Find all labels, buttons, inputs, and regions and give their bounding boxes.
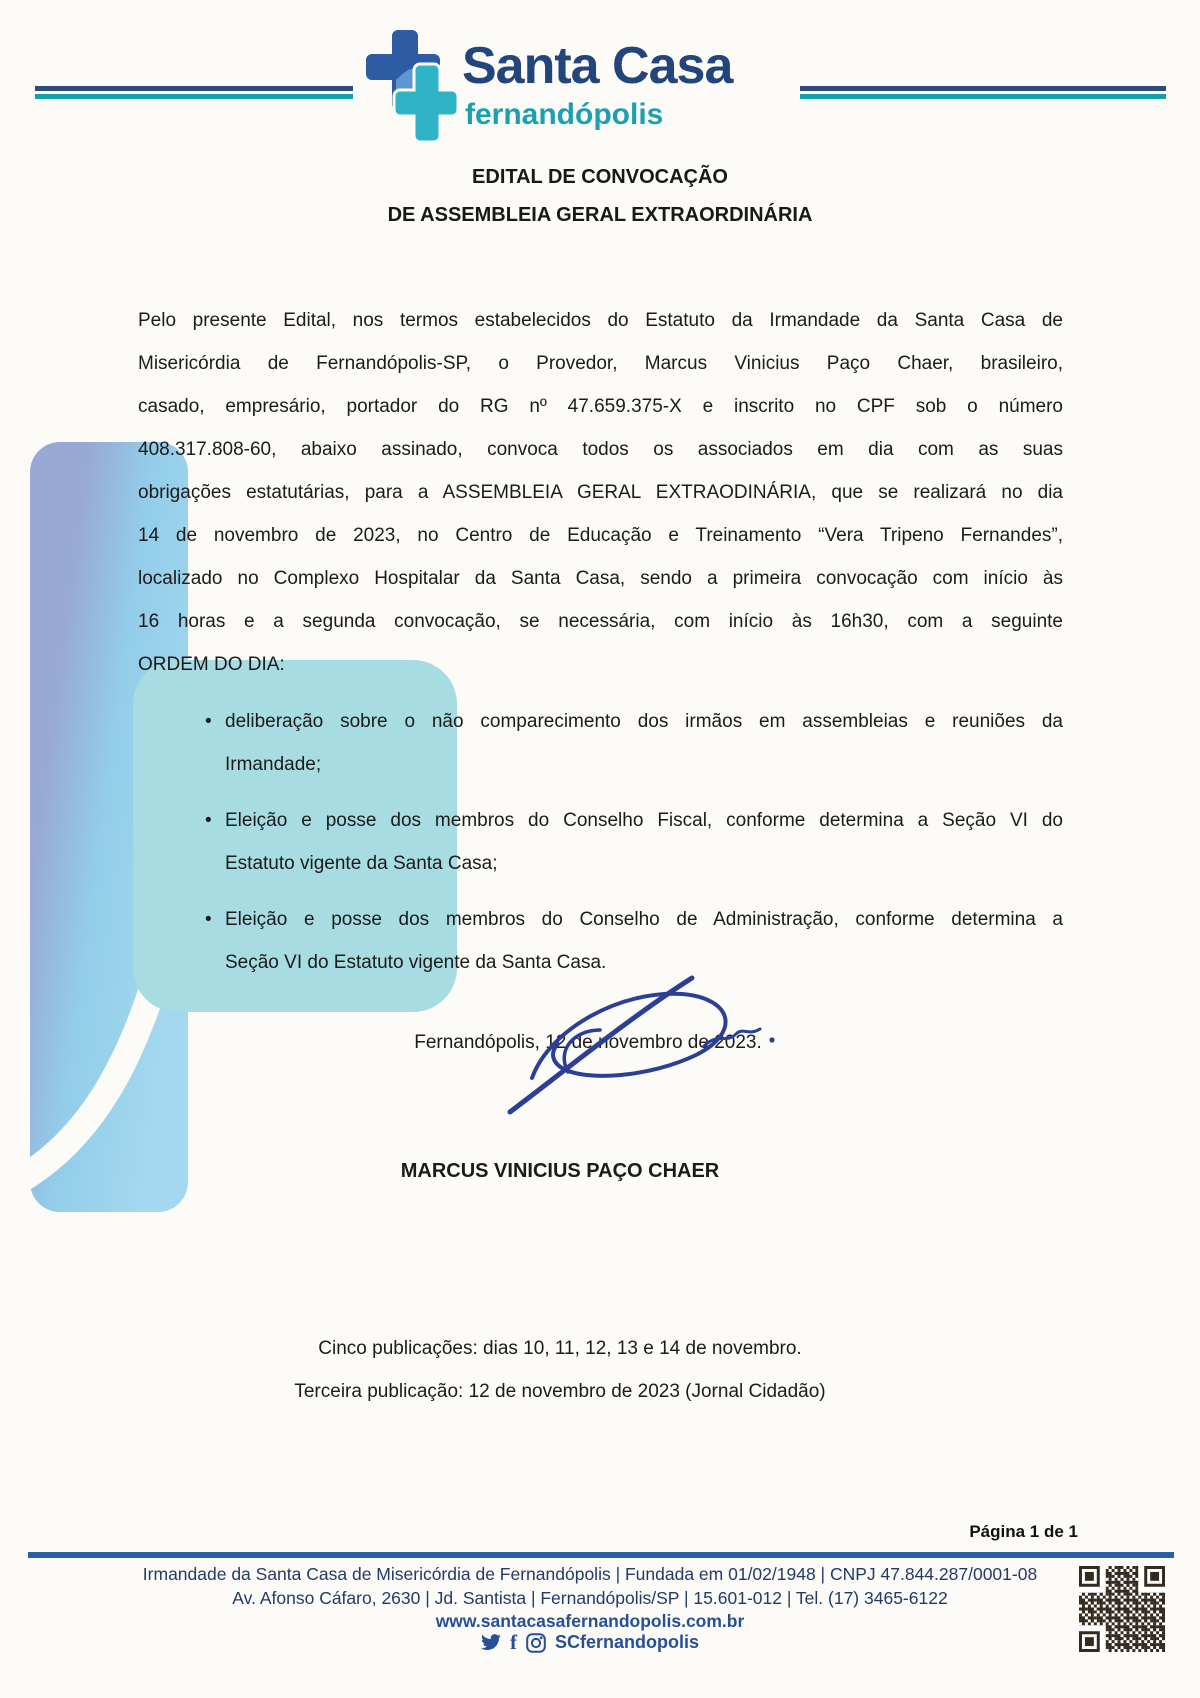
signature: [470, 972, 810, 1122]
list-item-text: Eleição e posse dos membros do Conselho Fiscal, conforme determina a Seção VI do: [225, 810, 1063, 831]
header-rule-left-navy: [35, 86, 353, 91]
paragraph-line: casado, empresário, portador do RG nº 47.659.375-X e inscrito no CPF sob o número: [138, 396, 1063, 417]
bullet-icon: •: [205, 810, 212, 831]
list-item: [205, 799, 1063, 885]
header-rule-left-teal: [35, 94, 353, 99]
signatory-name: MARCUS VINICIUS PAÇO CHAER: [400, 1160, 720, 1182]
footer-address-line: Av. Afonso Cáfaro, 2630 | Jd. Santista | Fernandópolis/SP | 15.601-012 | Tel. (17) 3465-6122: [232, 1588, 948, 1608]
paragraph-line: 16 horas e a segunda convocação, se necessária, com início às 16h30, com a seguinte: [138, 611, 1063, 632]
list-item-text: deliberação sobre o não comparecimento dos irmãos em assembleias e reuniões da: [225, 711, 1063, 732]
footer-org-line: Irmandade da Santa Casa de Misericórdia de Fernandópolis | Fundada em 01/02/1948 | CNPJ 47.844.287/0001-08: [142, 1564, 1038, 1584]
footer-social-handle: SCfernandopolis: [554, 1632, 699, 1652]
qr-code: [1078, 1566, 1166, 1652]
publications-line1: Cinco publicações: dias 10, 11, 12, 13 e 14 de novembro.: [318, 1338, 802, 1359]
header-rule-right-teal: [800, 94, 1166, 99]
agenda-list: [205, 700, 1063, 997]
paragraph-line: 14 de novembro de 2023, no Centro de Educação e Treinamento “Vera Tripeno Fernandes”,: [138, 525, 1063, 546]
paragraph-line-ordem-do-dia: ORDEM DO DIA:: [138, 654, 285, 675]
paragraph-line: Misericórdia de Fernandópolis-SP, o Provedor, Marcus Vinicius Paço Chaer, brasileiro,: [138, 353, 1063, 374]
list-item-text: Seção VI do Estatuto vigente da Santa Casa.: [225, 952, 607, 973]
logo-subtitle: fernandópolis: [465, 98, 664, 131]
list-item-text: Eleição e posse dos membros do Conselho de Administração, conforme determina a: [225, 909, 1063, 930]
list-item-text: Irmandade;: [225, 754, 322, 775]
list-item: [205, 700, 1063, 786]
dateline: Fernandópolis, 12 de novembro de 2023.: [414, 1032, 762, 1053]
logo-cross-icon: [366, 30, 458, 142]
footer-social-row: [0, 1632, 1180, 1653]
bullet-icon: •: [205, 909, 212, 930]
footer-rule: [28, 1552, 1174, 1558]
document-title-line1: EDITAL DE CONVOCAÇÃO: [472, 166, 728, 188]
paragraph-line: localizado no Complexo Hospitalar da Santa Casa, sendo a primeira convocação com início às: [138, 568, 1063, 589]
paragraph-line: 408.317.808-60, abaixo assinado, convoca todos os associados em dia com as suas: [138, 439, 1063, 460]
bullet-icon: •: [205, 711, 212, 732]
document-title-line2: DE ASSEMBLEIA GERAL EXTRAORDINÁRIA: [387, 204, 813, 226]
logo-title: Santa Casa: [462, 37, 733, 95]
list-item-text: Estatuto vigente da Santa Casa;: [225, 853, 498, 874]
facebook-icon: f: [509, 1630, 517, 1654]
paragraph-line: obrigações estatutárias, para a ASSEMBLEIA GERAL EXTRAODINÁRIA, que se realizará no dia: [138, 482, 1063, 503]
header-rule-right-navy: [800, 86, 1166, 91]
page-number: Página 1 de 1: [969, 1522, 1078, 1541]
main-paragraph: [138, 299, 1063, 686]
paragraph-line: Pelo presente Edital, nos termos estabelecidos do Estatuto da Irmandade da Santa Casa de: [138, 310, 1063, 331]
footer-website: www.santacasafernandopolis.com.br: [435, 1611, 745, 1631]
twitter-icon: [481, 1634, 501, 1651]
instagram-icon: [526, 1633, 546, 1653]
publications-line2: Terceira publicação: 12 de novembro de 2023 (Jornal Cidadão): [294, 1381, 826, 1402]
